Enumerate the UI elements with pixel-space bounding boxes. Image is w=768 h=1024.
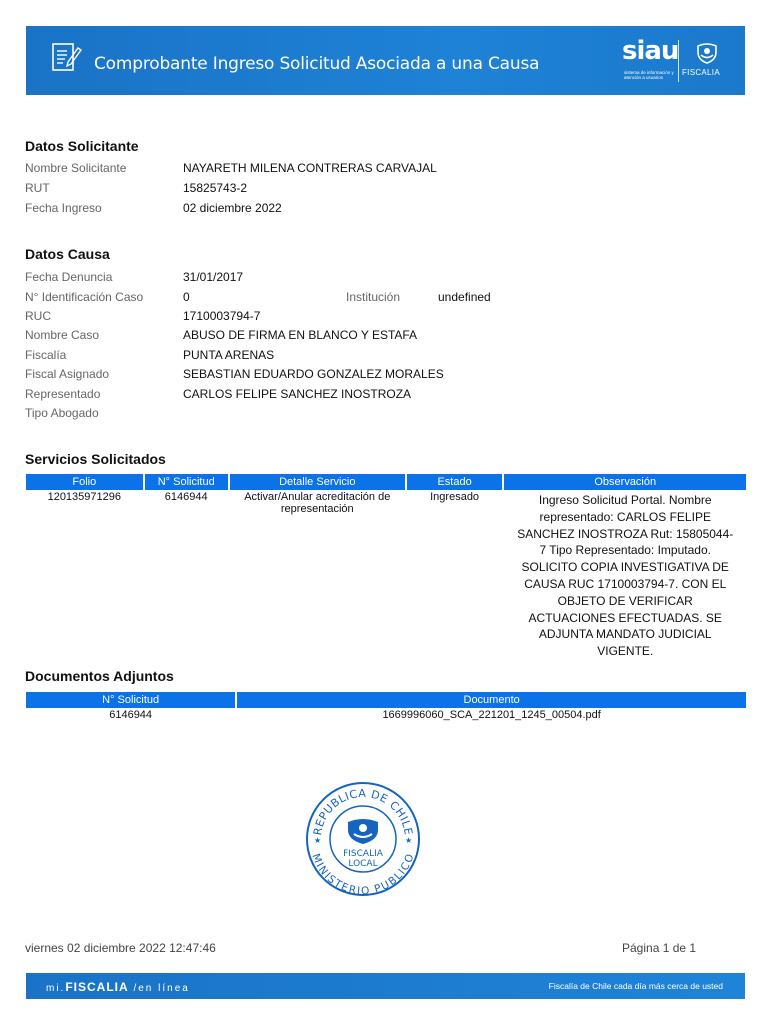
fiscalia-local-seal	[304, 780, 422, 898]
section-title-documentos: Documentos Adjuntos	[25, 668, 174, 684]
field-value: CARLOS FELIPE SANCHEZ INOSTROZA	[183, 387, 412, 401]
footer-tagline: Fiscalía de Chile cada día más cerca de usted	[548, 981, 723, 991]
obs-line: SANCHEZ INOSTROZA Rut: 15805044-	[517, 526, 734, 541]
table-row	[26, 708, 746, 722]
cell-detalle	[230, 490, 405, 661]
cell-estado: Ingresado	[430, 491, 480, 503]
obs-line: ACTUACIONES EFECTUADAS. SE	[528, 610, 722, 625]
brand-suffix: /en línea	[133, 983, 190, 994]
field-value: 0	[183, 290, 190, 304]
document-edit-icon	[50, 40, 82, 74]
field-label: Fecha Denuncia	[25, 270, 113, 284]
field-label-institucion: Institución	[346, 290, 401, 304]
cell-solicitud: 6146944	[164, 491, 208, 503]
field-label: RUC	[25, 309, 51, 323]
obs-line: ADJUNTA MANDATO JUDICIAL	[538, 627, 712, 642]
obs-line: 7 Tipo Representado: Imputado.	[539, 543, 711, 558]
column-header-solicitud: N° Solicitud	[145, 474, 228, 490]
table-header-row	[26, 474, 746, 490]
obs-line: OBJETO DE VERIFICAR	[557, 593, 693, 608]
footer-bar	[26, 973, 745, 999]
field-label: Representado	[25, 387, 101, 401]
field-value: 31/01/2017	[183, 270, 244, 284]
field-value: NAYARETH MILENA CONTRERAS CARVAJAL	[183, 161, 437, 175]
field-value: PUNTA ARENAS	[183, 348, 275, 362]
column-header-detalle: Detalle Servicio	[230, 474, 405, 490]
seal-star-icon: ★	[314, 836, 322, 845]
page-header	[26, 26, 745, 95]
field-label: Fiscalía	[25, 348, 67, 362]
header-divider	[678, 40, 679, 82]
field-value: 15825743-2	[183, 181, 248, 195]
field-value: SEBASTIAN EDUARDO GONZALEZ MORALES	[183, 367, 444, 381]
obs-line: CAUSA RUC 1710003794-7. CON EL	[524, 576, 727, 591]
seal-center-text: FISCALIA	[343, 849, 383, 859]
seal-bottom-text: MINISTERIO PUBLICO	[309, 852, 417, 898]
cell-folio: 120135971296	[47, 491, 121, 503]
cell-solicitud: 6146944	[109, 709, 153, 721]
obs-line: SOLICITO COPIA INVESTIGATIVA DE	[521, 560, 729, 575]
fiscalia-emblem-icon	[696, 42, 718, 64]
cell-documento: 1669996060_SCA_221201_1245_00504.pdf	[382, 709, 601, 721]
table-row	[26, 490, 746, 661]
mi-fiscalia-brand	[46, 980, 190, 994]
field-value: ABUSO DE FIRMA EN BLANCO Y ESTAFA	[183, 328, 418, 342]
field-label: Fecha Ingreso	[25, 201, 102, 215]
section-title-solicitante: Datos Solicitante	[25, 138, 139, 154]
field-identificacion-caso	[25, 289, 745, 305]
page-number: Página 1 de 1	[622, 941, 697, 955]
detalle-line: representación	[280, 503, 354, 515]
cell-observacion	[504, 490, 746, 661]
column-header-folio: Folio	[26, 474, 143, 490]
seal-star-icon: ★	[405, 836, 413, 845]
brand-prefix: mi.	[46, 983, 66, 994]
column-header-observacion: Observación	[504, 474, 746, 490]
documentos-table	[24, 692, 748, 722]
detalle-line: Activar/Anular acreditación de	[244, 491, 391, 503]
column-header-documento: Documento	[237, 692, 746, 708]
obs-line: Ingreso Solicitud Portal. Nombre	[538, 493, 712, 507]
seal-top-text: REPUBLICA DE CHILE	[311, 786, 415, 837]
field-label: RUT	[25, 181, 50, 195]
servicios-table	[24, 474, 748, 661]
siau-logo: siau	[622, 36, 679, 66]
field-label: N° Identificación Caso	[25, 290, 144, 304]
table-header-row	[26, 692, 746, 708]
seal-center-text: LOCAL	[348, 859, 378, 869]
print-datetime: viernes 02 diciembre 2022 12:47:46	[25, 941, 216, 955]
section-title-servicios: Servicios Solicitados	[25, 451, 166, 467]
obs-line: representado: CARLOS FELIPE	[539, 509, 711, 524]
siau-subtitle: sistema de información y atención a usuarios	[624, 70, 674, 80]
page-title: Comprobante Ingreso Solicitud Asociada a una Causa	[94, 54, 540, 74]
field-value: 02 diciembre 2022	[183, 201, 282, 215]
field-label: Fiscal Asignado	[25, 367, 110, 381]
obs-line: VIGENTE.	[597, 644, 654, 659]
column-header-estado: Estado	[407, 474, 503, 490]
column-header-solicitud: N° Solicitud	[26, 692, 235, 708]
fiscalia-logo-label: FISCALIA	[682, 68, 720, 77]
section-title-causa: Datos Causa	[25, 246, 110, 262]
brand-main: FISCALIA	[65, 980, 129, 994]
field-label: Nombre Solicitante	[25, 161, 127, 175]
field-label: Tipo Abogado	[25, 406, 99, 420]
field-value-institucion: undefined	[438, 290, 491, 304]
field-label: Nombre Caso	[25, 328, 100, 342]
field-value: 1710003794-7	[183, 309, 261, 323]
